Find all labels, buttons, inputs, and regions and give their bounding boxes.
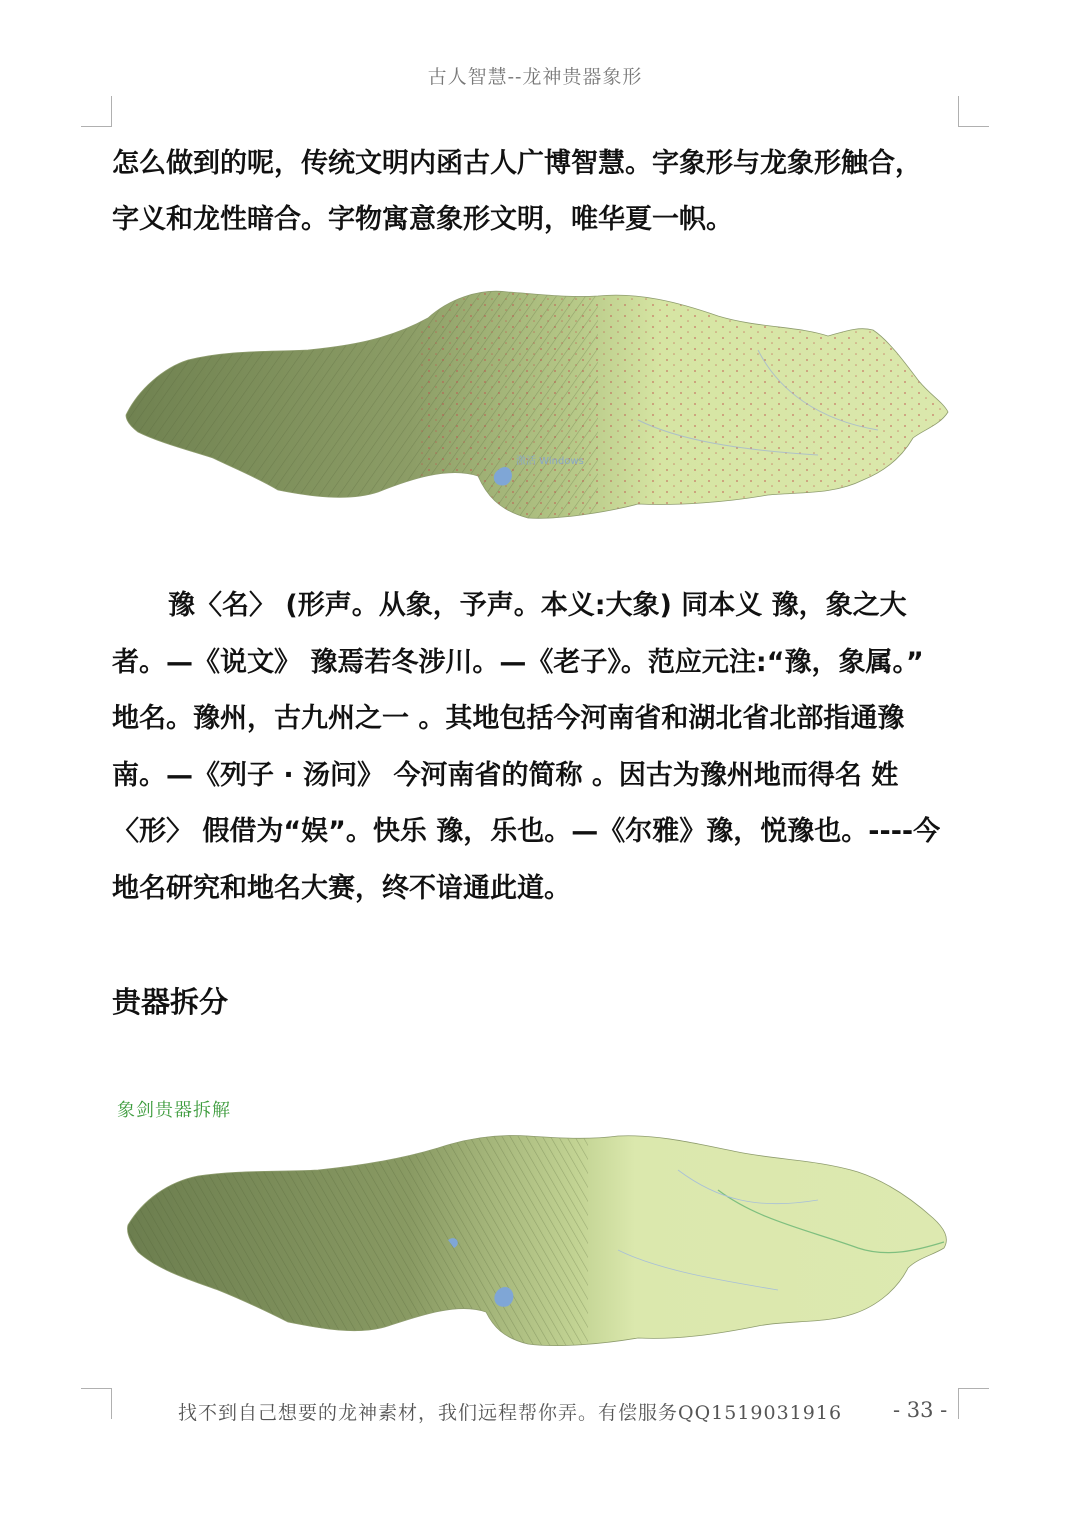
footer-note: 找不到自己想要的龙神素材，我们远程帮你弄。有偿服务QQ1519031916 xyxy=(178,1402,843,1424)
map-image-rivers xyxy=(118,1130,952,1350)
paragraph-yu-text: 豫〈名〉 (形声。从象，予声。本义:大象) 同本义 豫，象之大者。—《说文》 豫焉若冬涉川。—《老子》。范应元注:“豫，象属。” 地名。豫州，古九州之一 。其地包括今河南省和湖北省北部指通豫南。—《列子 · 汤问》 今河南省的简称 。因古为豫州地而得名 姓 〈形〉 假借为“娱”。快乐 豫，乐也。—《尔雅》豫，悦豫也。----今地名研究和地名大赛，终不谙通此道。 xyxy=(112,590,941,904)
paragraph-yu-definition xyxy=(112,578,948,917)
corner-mark-top-right xyxy=(958,96,989,127)
page-number: - 33 - xyxy=(893,1398,948,1422)
map-watermark: 激活 Windows xyxy=(516,456,584,467)
corner-mark-top-left xyxy=(81,96,112,127)
page-header: 古人智慧--龙神贵器象形 xyxy=(427,66,643,88)
section-heading: 贵器拆分 xyxy=(112,985,229,1019)
map-image-dotted xyxy=(118,280,952,522)
paragraph-intro: 怎么做到的呢，传统文明内函古人广博智慧。字象形与龙象形触合，字义和龙性暗合。字物寓意象形文明，唯华夏一帜。 xyxy=(112,148,922,235)
corner-mark-bottom-right xyxy=(958,1388,989,1419)
corner-mark-bottom-left xyxy=(81,1388,112,1419)
figure-caption: 象剑贵器拆解 xyxy=(117,1100,231,1121)
